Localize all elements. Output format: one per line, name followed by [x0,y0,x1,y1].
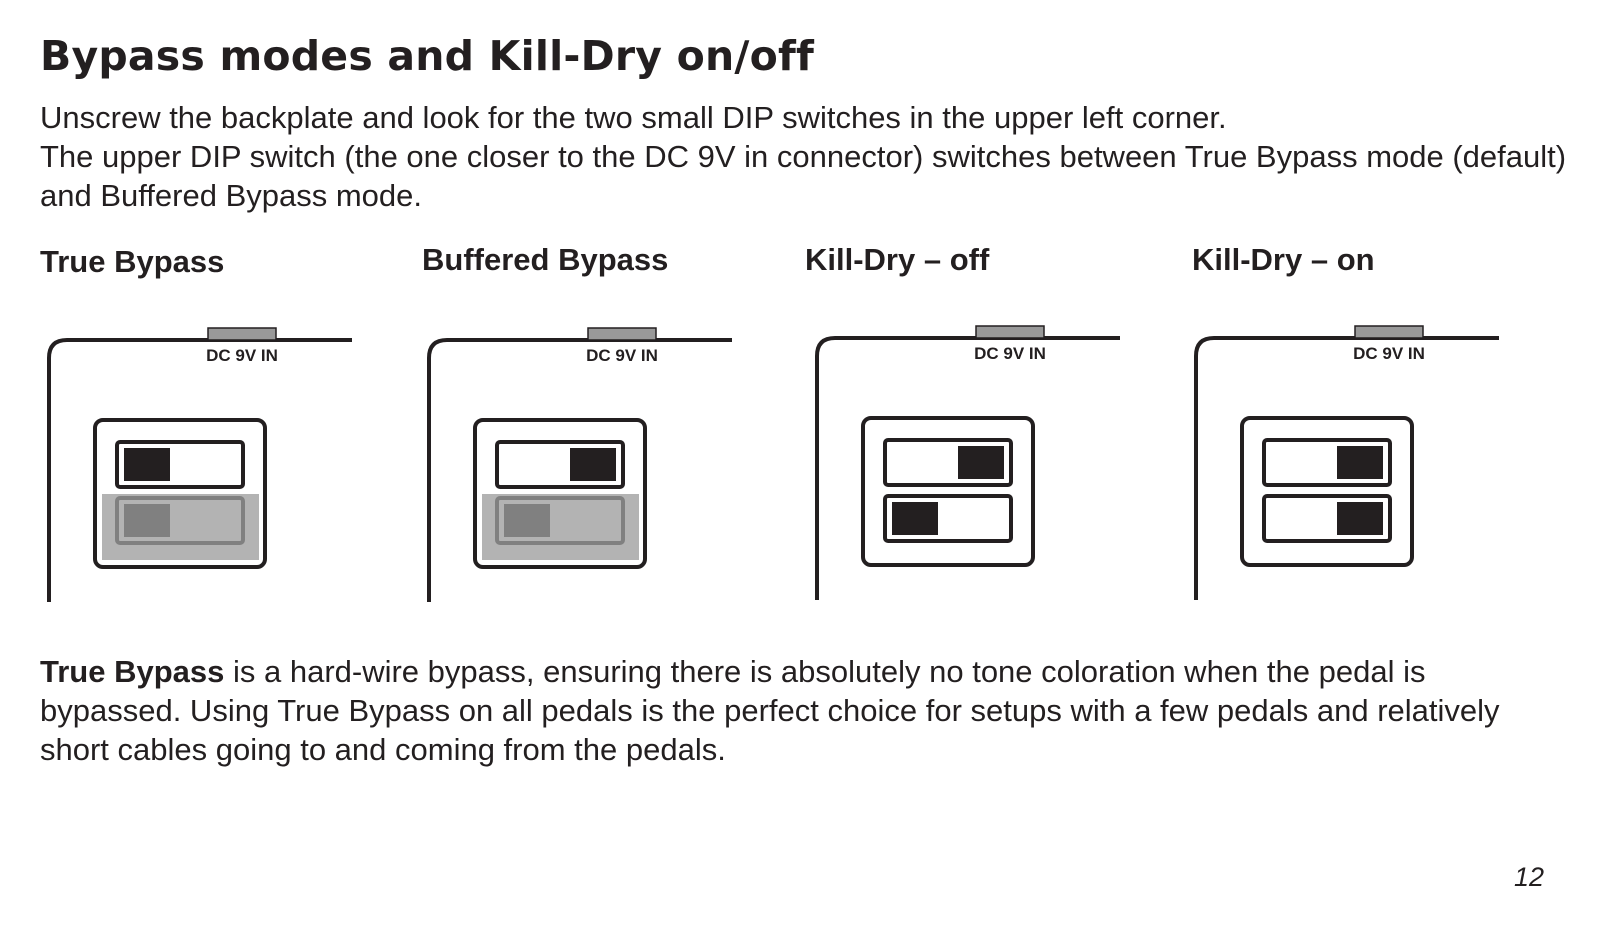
diagram-buffered-bypass [420,318,740,610]
lower-dip-switch-knob [1337,502,1383,535]
dc-connector-label: DC 9V IN [586,346,658,365]
body-bold-term: True Bypass [40,654,225,689]
diagram-true-bypass [40,318,360,610]
label-kill-dry-on: Kill-Dry – on [1192,242,1375,277]
upper-dip-switch-knob [570,448,616,481]
page-number: 12 [1513,862,1544,892]
dc-connector-label: DC 9V IN [206,346,278,365]
upper-dip-switch-knob [958,446,1004,479]
intro-line-1: Unscrew the backplate and look for the two small DIP switches in the upper left corner. [40,100,1227,135]
diagram-kill-dry-on [1187,316,1507,608]
lower-dip-switch-knob [892,502,938,535]
upper-dip-switch-knob [124,448,170,481]
page-title: Bypass modes and Kill-Dry on/off [40,32,815,80]
dc-connector-icon [1355,326,1423,338]
diagram-kill-dry-off [808,316,1128,608]
dc-connector-icon [208,328,276,340]
dc-connector-icon [976,326,1044,338]
dc-connector-label: DC 9V IN [1353,344,1425,363]
label-true-bypass: True Bypass [40,244,225,279]
label-kill-dry-off: Kill-Dry – off [805,242,990,277]
lower-dip-switch-knob [504,504,550,537]
dc-connector-label: DC 9V IN [974,344,1046,363]
lower-dip-switch-knob [124,504,170,537]
body-paragraph [40,652,1570,769]
intro-line-2: The upper DIP switch (the one closer to the DC 9V in connector) switches between True Bypass mode (default) and Buffered Bypass mode. [40,139,1567,213]
dc-connector-icon [588,328,656,340]
label-buffered-bypass: Buffered Bypass [422,242,669,277]
upper-dip-switch-knob [1337,446,1383,479]
body-text: is a hard-wire bypass, ensuring there is absolutely no tone coloration when the pedal is bypassed. Using True Bypass on all pedals is the perfect choice for setups with a few pedals and relatively short cables going to and coming from the pedals. [40,654,1500,767]
intro-paragraph [40,98,1580,215]
